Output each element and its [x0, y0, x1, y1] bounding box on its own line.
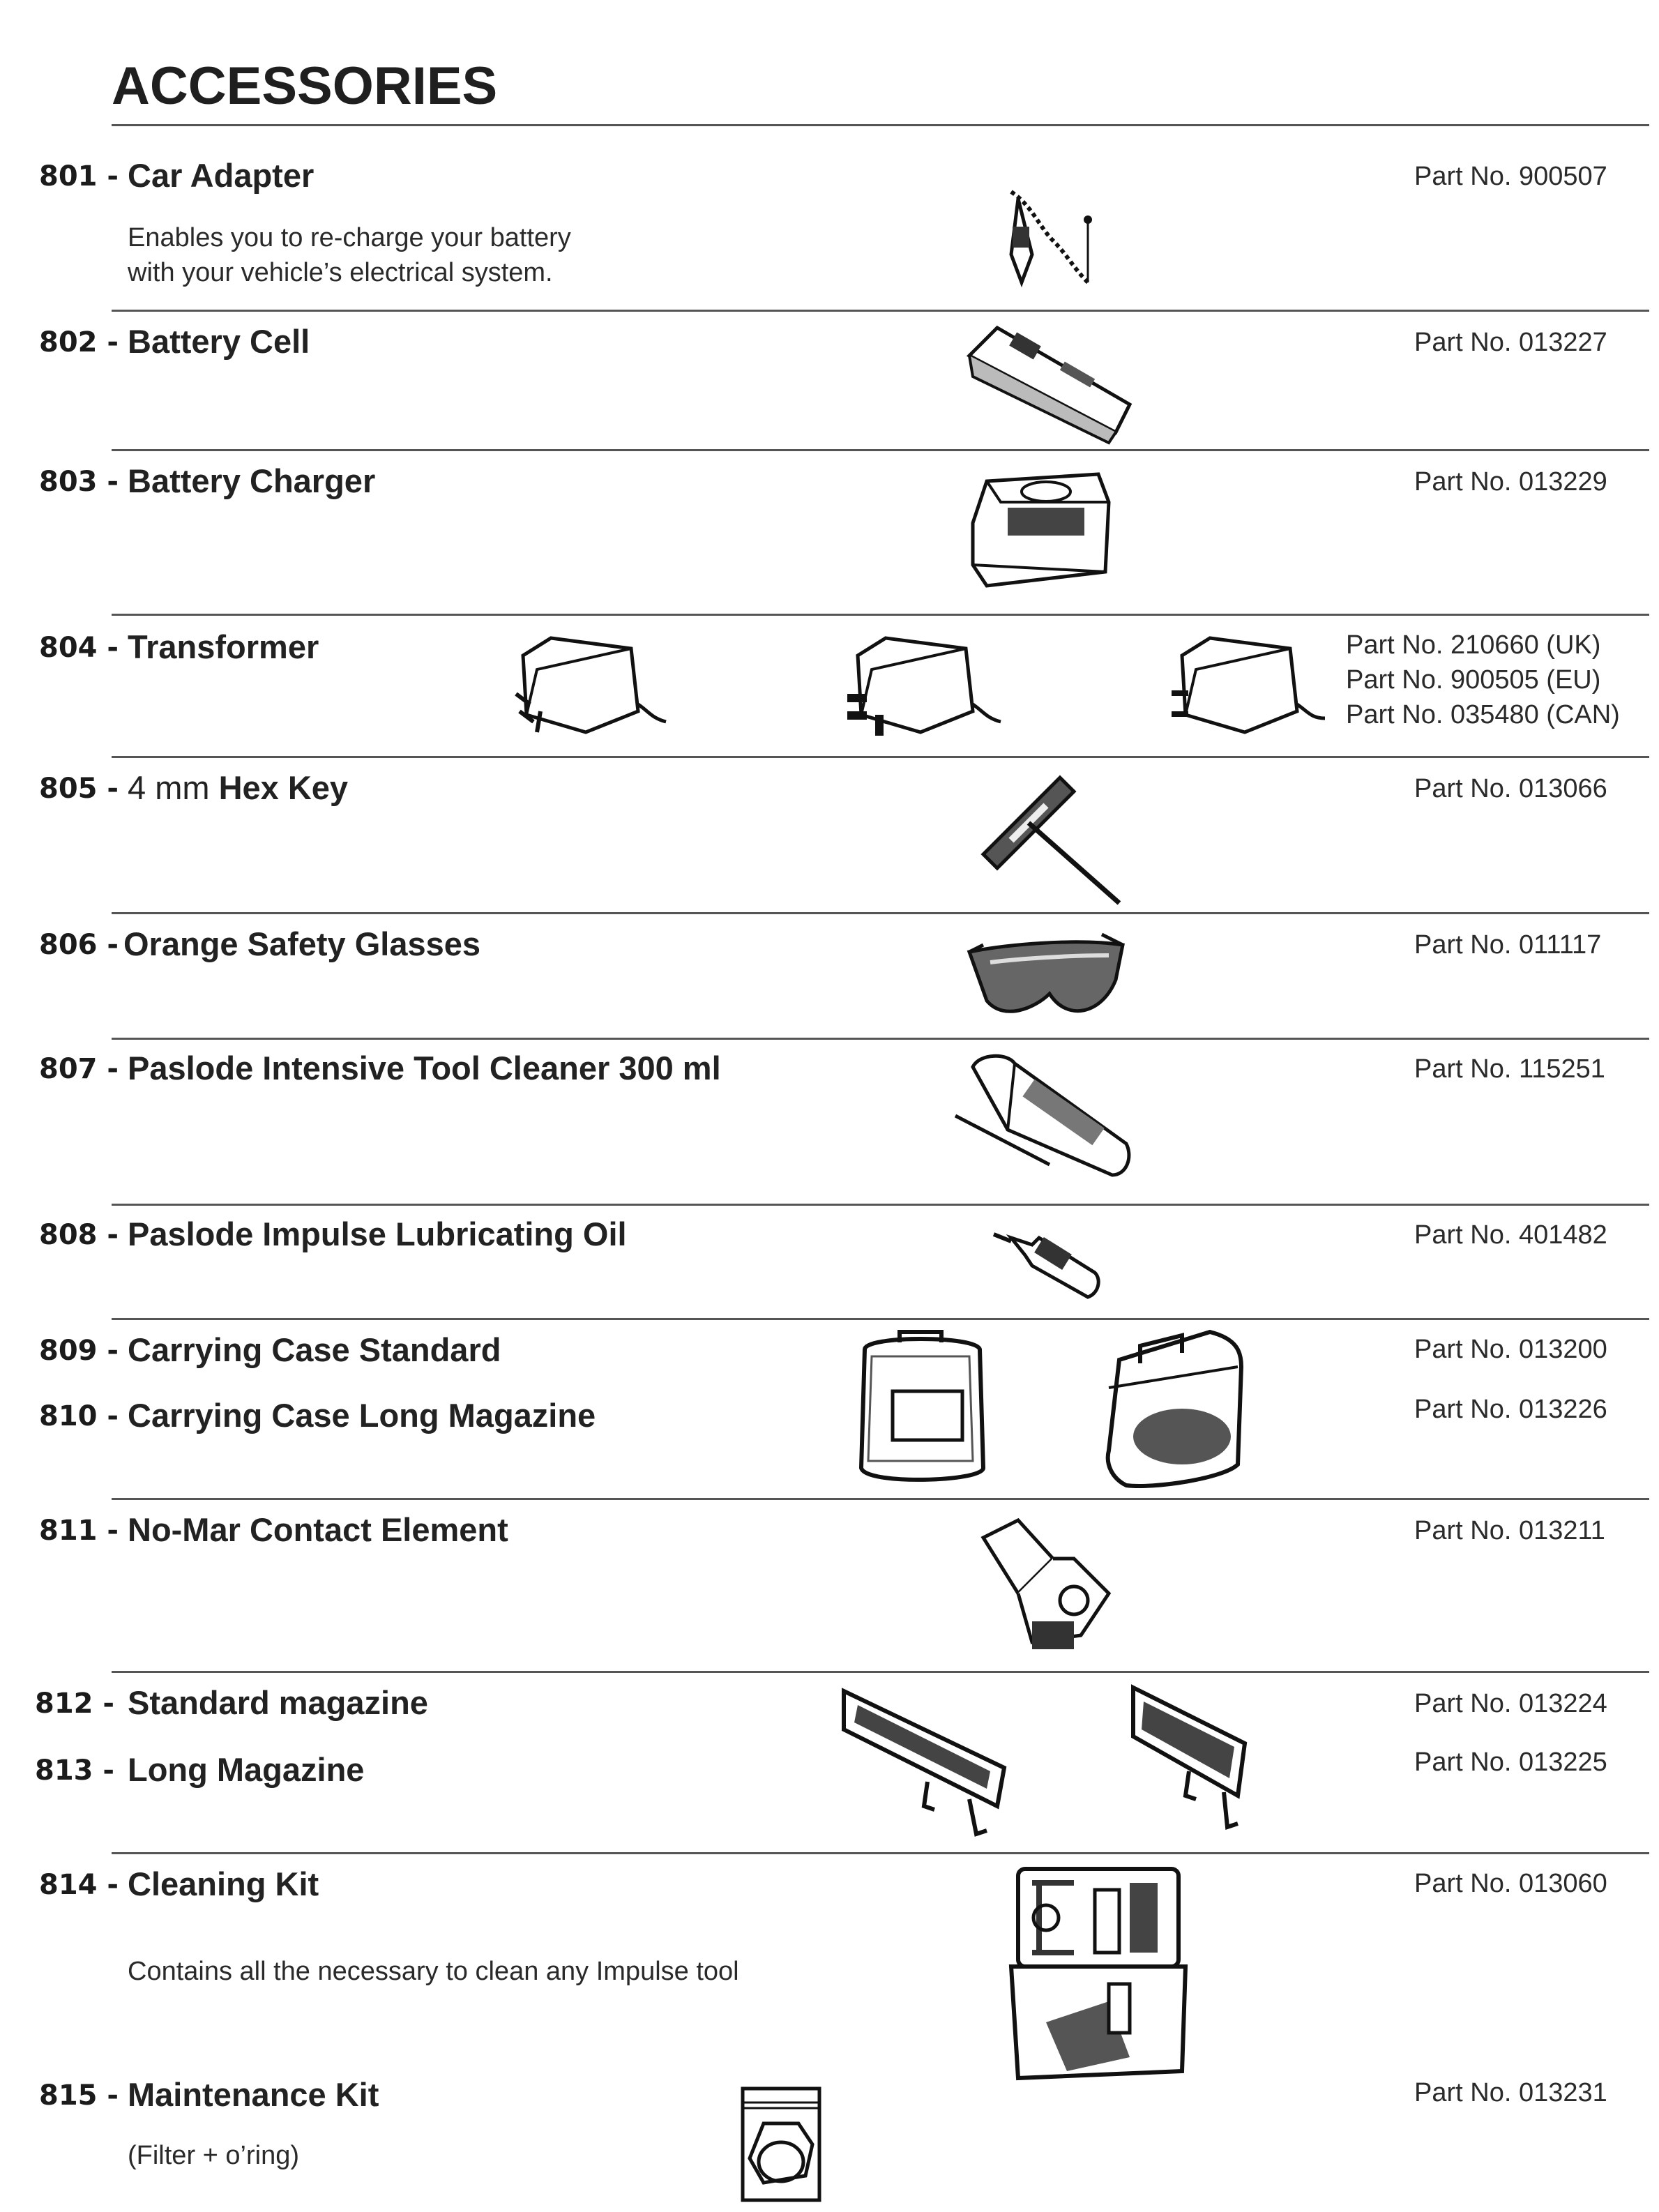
battery-charger-icon: [959, 460, 1119, 600]
item-number: 813 -: [35, 1755, 115, 1787]
description-line: Contains all the necessary to clean any Impulse tool: [128, 1957, 739, 1986]
part-number: Part No. 900507: [1414, 162, 1607, 191]
item-name-main: Hex Key: [218, 769, 349, 806]
row-divider: [112, 1038, 1649, 1040]
transformer-icon: [509, 628, 669, 739]
row-divider: [112, 1671, 1649, 1673]
item-number: 804 -: [39, 632, 119, 664]
item-name: No-Mar Contact Element: [128, 1511, 508, 1548]
row-divider: [112, 912, 1649, 914]
item-name: Car Adapter: [128, 157, 315, 194]
item-description: [128, 2138, 299, 2173]
item-name-prefix: 4 mm: [128, 769, 219, 806]
transformer-icon: [844, 628, 1004, 739]
cleaning-kit-icon: [1004, 1862, 1192, 2092]
carrying-case-icon: [851, 1328, 990, 1489]
part-number: Part No. 115251: [1414, 1054, 1605, 1084]
item-number: 809 -: [39, 1335, 119, 1367]
description-line: (Filter + o’ring): [128, 2141, 299, 2170]
part-number: Part No. 013229: [1414, 467, 1607, 497]
row-divider: [112, 1204, 1649, 1206]
item-name: Paslode Impulse Lubricating Oil: [128, 1215, 627, 1252]
description-line: with your vehicle’s electrical system.: [128, 258, 553, 287]
row-divider: [112, 310, 1649, 312]
car-adapter-icon: [990, 178, 1109, 296]
part-number: Part No. 013060: [1414, 1869, 1607, 1898]
row-divider: [112, 449, 1649, 451]
item-name: Standard magazine: [128, 1684, 428, 1721]
item-number: 801 -: [39, 160, 119, 192]
hex-key-icon: [969, 764, 1137, 910]
item-number: 812 -: [35, 1688, 115, 1720]
page-title: ACCESSORIES: [112, 56, 498, 116]
part-number: Part No. 900505 (EU): [1346, 665, 1601, 695]
item-name: Orange Safety Glasses: [123, 925, 481, 962]
oil-bottle-icon: [990, 1224, 1109, 1308]
item-name: Battery Charger: [128, 462, 376, 499]
item-number: 805 -: [39, 773, 119, 805]
item-name: Paslode Intensive Tool Cleaner 300 ml: [128, 1050, 721, 1086]
part-number: Part No. 401482: [1414, 1220, 1607, 1250]
row-divider: [112, 1852, 1649, 1854]
item-number: 803 -: [39, 466, 119, 498]
battery-cell-icon: [955, 314, 1144, 446]
magazine-icon: [837, 1684, 1011, 1844]
part-number: Part No. 013226: [1414, 1395, 1607, 1424]
part-number: Part No. 210660 (UK): [1346, 630, 1601, 660]
row-divider: [112, 756, 1649, 758]
row-divider: [112, 1498, 1649, 1500]
row-divider: [112, 1318, 1649, 1320]
item-description: [128, 1954, 739, 1989]
item-name: Cleaning Kit: [128, 1865, 319, 1902]
item-number: 811 -: [39, 1515, 119, 1547]
safety-glasses-icon: [962, 924, 1130, 1029]
part-number: Part No. 013200: [1414, 1335, 1607, 1364]
part-number: Part No. 013066: [1414, 774, 1607, 803]
part-number: Part No. 013211: [1414, 1516, 1605, 1545]
item-name: [128, 768, 348, 807]
part-number: Part No. 011117: [1414, 930, 1602, 960]
title-divider: [112, 124, 1649, 126]
part-number: Part No. 013227: [1414, 328, 1607, 357]
magazine-icon: [1126, 1681, 1252, 1841]
maintenance-kit-icon: [739, 2085, 823, 2204]
item-number: 802 -: [39, 326, 119, 358]
transformer-icon: [1168, 628, 1328, 739]
item-number: 810 -: [39, 1400, 119, 1432]
part-number: Part No. 035480 (CAN): [1346, 700, 1620, 729]
part-number: Part No. 013225: [1414, 1748, 1607, 1777]
item-name: Maintenance Kit: [128, 2076, 379, 2113]
item-number: 814 -: [39, 1869, 119, 1901]
item-number: 806 -: [39, 929, 119, 961]
item-description: [128, 220, 571, 290]
item-name: Carrying Case Standard: [128, 1331, 501, 1368]
item-number: 807 -: [39, 1053, 119, 1085]
description-line: Enables you to re-charge your battery: [128, 223, 571, 252]
item-number: 808 -: [39, 1219, 119, 1251]
item-name: Transformer: [128, 628, 319, 665]
tool-cleaner-can-icon: [952, 1046, 1140, 1185]
carrying-case-icon: [1098, 1325, 1252, 1492]
row-divider: [112, 614, 1649, 616]
item-name: Long Magazine: [128, 1751, 365, 1788]
part-number: Part No. 013224: [1414, 1689, 1607, 1718]
item-name: Carrying Case Long Magazine: [128, 1397, 596, 1434]
contact-element-icon: [976, 1517, 1123, 1663]
item-number: 815 -: [39, 2080, 119, 2112]
part-number: Part No. 013231: [1414, 2078, 1607, 2107]
item-name: Battery Cell: [128, 323, 310, 360]
